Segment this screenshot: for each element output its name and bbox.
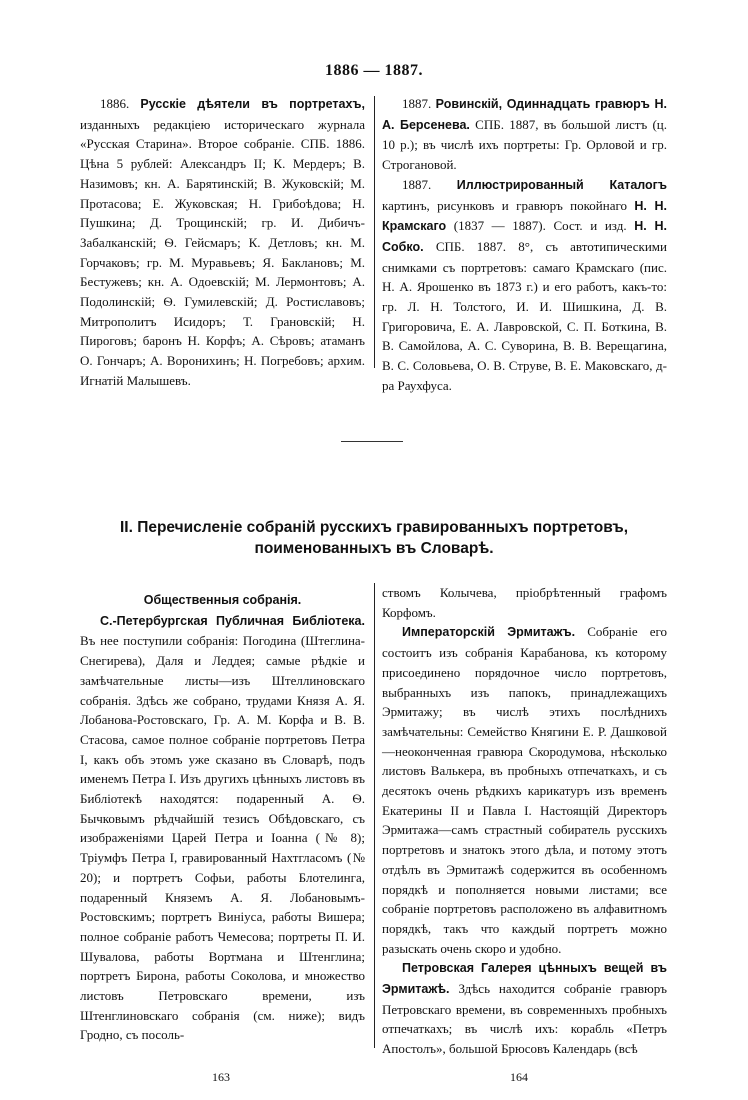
page-number-left: 163 — [212, 1070, 230, 1084]
entry-year: 1887. — [402, 96, 432, 111]
entry-title: Императорскій Эрмитажъ. — [402, 625, 576, 640]
entry-text: СПБ. 1887, въ большой листъ (ц. 10 р.); въ числѣ ихъ портреты: Гр. Орловой и гр. Строгановой. — [382, 116, 667, 173]
column-divider-bottom — [374, 583, 375, 1048]
entry-petrovsky-gallery — [382, 958, 667, 1059]
entry-title: Ровинскій, Одиннадцать гравюръ Н. А. Берсенева. — [382, 97, 668, 132]
entry-text: изданныхъ редакціею историческаго журнала «Русская Старина». Второе собраніе. СПБ. 1886. Цѣна 5 рублей: Александръ II; К. Мердеръ; В. Назимовъ; кн. А. Барятинскій; В. Жуковскій; М. Протасова; Е. Жуковская; Н. Грибоѣдова; Н. Пушкина; Д. Трощинскій; гр. И. Дибичъ-Забалканскій; Ѳ. Гейсмаръ; К. Детловъ; кн. М. Горчаковъ; гр. М. Муравьевъ; Я. Баклановъ; М. Бестужевъ; кн. А. Одоевскій; М. Лермонтовъ; А. Подолинскій; Ѳ. Гумилевскій; Д. Ростиславовъ; Митрополитъ Исидоръ; Т. Грановскій; Н. Пироговъ; баронъ Н. Корфъ; А. Сѣровъ; атаманъ О. Гончаръ; А. Воронихинъ; Н. Погребовъ; архим. Игнатій Малышевъ. — [80, 116, 365, 388]
entry-catalog-kramskoy — [382, 175, 667, 396]
entry-title: С.-Петербургская Публичная Библіотека. — [100, 613, 365, 628]
column-bottom-left — [80, 591, 365, 1045]
entry-title: Иллюстрированный Каталогъ — [456, 177, 668, 192]
entry-public-library — [80, 611, 365, 1045]
entry-year: 1887. — [402, 176, 432, 192]
entry-title: Русскіе дѣятели въ портретахъ, — [140, 97, 365, 111]
entry-text: (1837 — 1887). Сост. и изд. — [453, 218, 627, 234]
entry-name: Н. Н. Собко. — [382, 219, 668, 254]
entry-continuation: ствомъ Колычева, пріобрѣтенный графомъ Корфомъ. — [382, 585, 667, 620]
column-divider-top — [374, 96, 375, 368]
section-separator — [341, 441, 403, 442]
entry-hermitage — [382, 622, 667, 958]
page-header: 1886 — 1887. — [325, 62, 423, 79]
subheading-public-collections: Общественныя собранія. — [143, 593, 302, 607]
column-bottom-right — [382, 583, 667, 1059]
entry-text: СПБ. 1887. 8°, съ автотипическими снимками съ портретовъ: самаго Крамскаго (пис. Н. А. Ярошенко въ 1873 г.) и его работъ, какъ-то: гр. Л. Н. Толстого, И. И. Шишкина, Д. В. Григоровича, Е. А. Лавровской, С. П. Боткина, В. В. Самойлова, А. С. Суворина, В. В. Верещагина, В. С. Соловьева, О. В. Струве, В. Е. Маковскаго, д-ра Раухфуса. — [382, 238, 667, 393]
page-number-right: 164 — [510, 1070, 528, 1084]
entry-text: Въ нее поступили собранія: Погодина (Штеглина-Снегирева), Даля и Леддея; самые рѣдкіе и замѣчательные листы—изъ Штеллиновскаго собранія. Здѣсь же собрано, трудами Князя А. Я. Лобанова-Ростовскаго, Гр. А. М. Корфа и В. В. Стасова, самое полное собраніе портретовъ Петра I, какъ объ этомъ уже сказано въ Словарѣ, подъ именемъ Петра I. Изъ другихъ цѣнныхъ листовъ въ Библіотекѣ находятся: подаренный А. Ѳ. Бычковымъ рѣдчайшій тезисъ Обѣдовскаго, съ изображеніями Царей Петра и Іоанна (№ 8); Тріумфъ Петра I, гравированный Нахтгласомъ (№ 20); и портретъ Софьи, работы Блотелинга, подаренный Княземъ А. Я. Лобановымъ-Ростовскимъ; портретъ Винiуса, работы Вишера; полное собраніе работъ Чемесова; портреты П. И. Шувалова, работы Вортмана и Штенглина; портретъ Бирона, работы Соколова, и множество листовъ Петровскаго времени, изъ Штенглиновскаго собранія (см. ниже); видъ Гродно, съ посоль- — [80, 633, 365, 1043]
entry-rovinsky — [382, 94, 667, 175]
column-top-left — [80, 94, 365, 391]
entry-text: Собраніе его состоитъ изъ собранія Карабанова, къ которому присоединено порядочное число портретовъ, выбранныхъ изъ папокъ, принадлежащихъ Эрмитажу; въ числѣ этихъ послѣднихъ замѣчательны: Семейство Княгини Е. Р. Дашковой—неоконченная гравюра Скородумова, нѣсколько листовъ Валькера, въ пробныхъ отпечаткахъ, и съ десятокъ очень рѣдкихъ карикатуръ изъ временъ Екатерины II и Павла I. Настоящій Директоръ Эрмитажа—самъ страстный собиратель русскихъ портретовъ и знатокъ этого дѣла, и потому этотъ отдѣлъ въ Эрмитажѣ содержится въ особенномъ порядкѣ и пополняется новыми листами; все собраніе портретовъ расположено въ алфавитномъ порядкѣ, такъ что каждый портретъ можно разыскать очень скоро и удобно. — [382, 624, 667, 956]
entry-name: Н. Н. Крамскаго — [382, 198, 667, 234]
section-title: II. Перечисленіе собраній русскихъ гравированныхъ портретовъ, поименованныхъ въ Словарѣ. — [119, 519, 629, 557]
column-top-right — [382, 94, 667, 396]
entry-text: Здѣсь находится собраніе гравюръ Петровскаго времени, въ современныхъ пробныхъ отпечаткахъ; въ числѣ ихъ: корабль «Петръ Апостолъ», большой Брюсовъ Календарь (всѣ — [382, 981, 667, 1057]
entry-russkie-deyateli — [80, 94, 365, 391]
entry-text: картинъ, рисунковъ и гравюръ покойнаго — [382, 197, 627, 213]
entry-title: Петровская Галерея цѣнныхъ вещей въ Эрмитажѣ. — [382, 961, 667, 997]
entry-year: 1886. — [100, 96, 130, 111]
